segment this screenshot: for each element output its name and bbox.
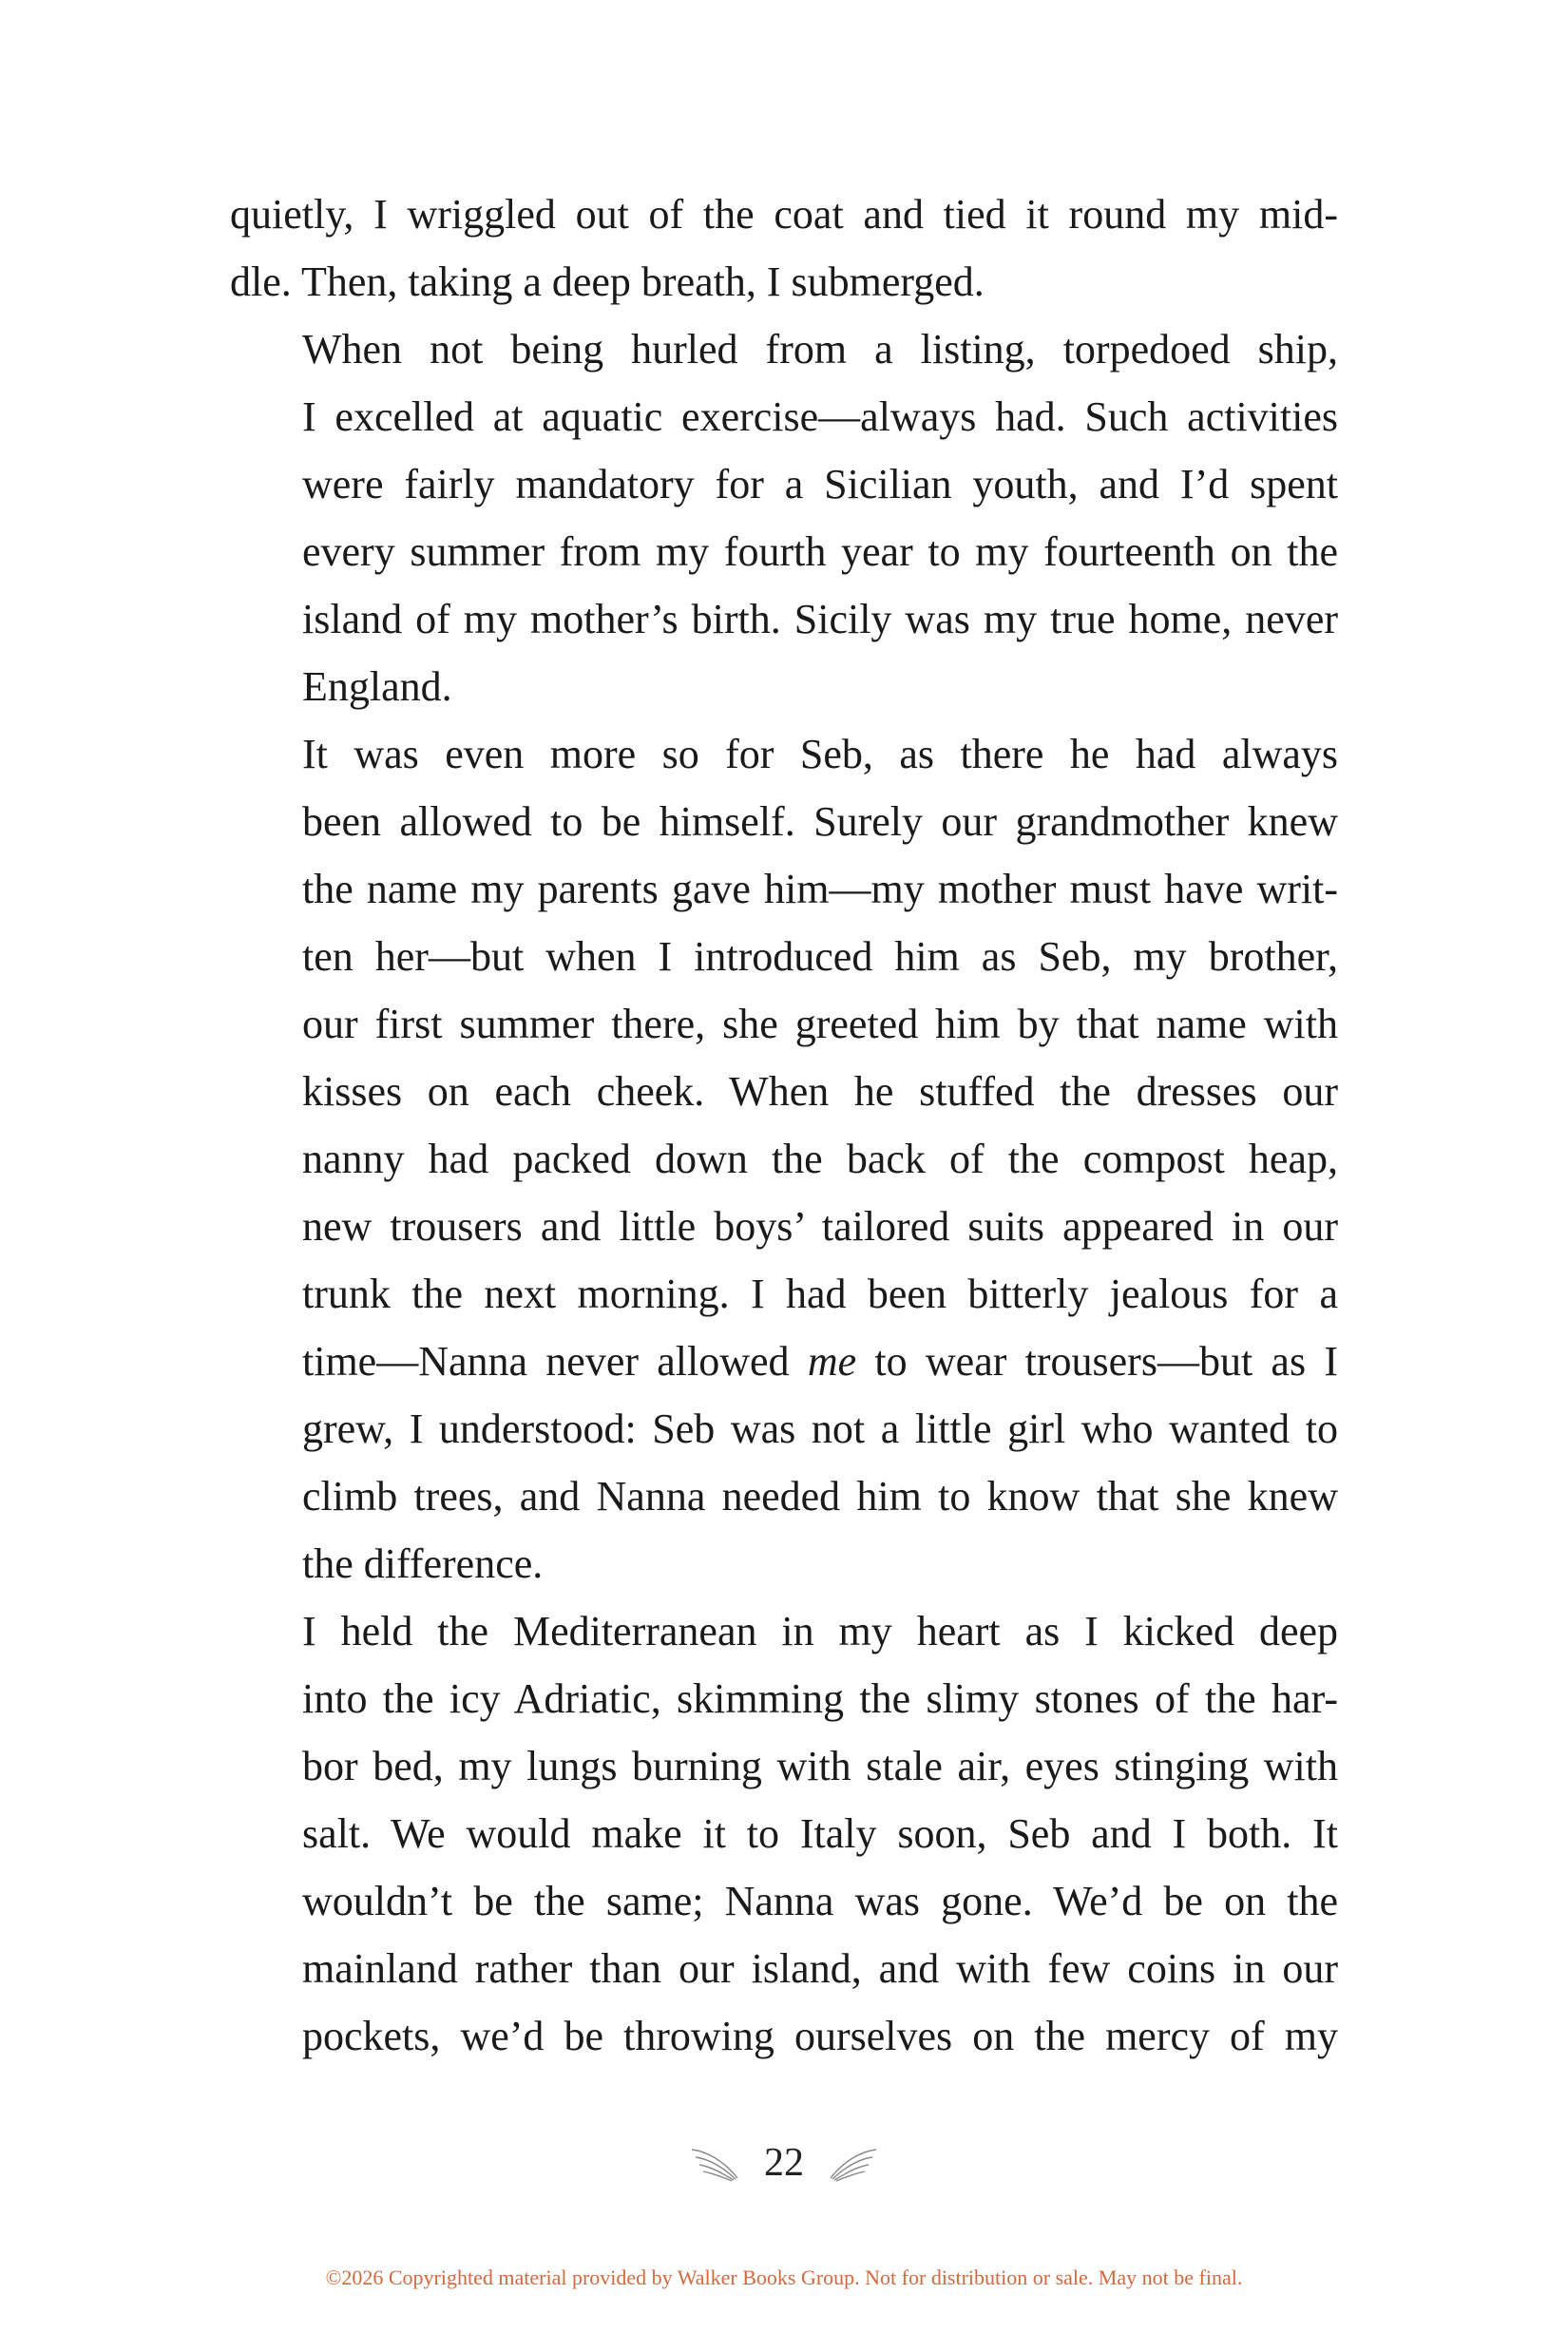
page-footer	[0, 2134, 1568, 2191]
text-line: were fairly mandatory for a Sicilian youth, and I’d spent	[302, 461, 1338, 507]
paragraph	[230, 316, 1338, 720]
paragraph	[230, 1597, 1338, 2070]
paragraph	[230, 181, 1338, 316]
left-leaf-ornament-icon	[690, 2144, 741, 2182]
text-line: I excelled at aquatic exercise—always had. Such activities	[302, 393, 1338, 440]
text-line: It was even more so for Seb, as there he had always	[302, 731, 1338, 777]
right-leaf-ornament-icon	[827, 2144, 878, 2182]
text-line: climb trees, and Nanna needed him to know that she knew	[302, 1473, 1338, 1520]
text-line: pockets, we’d be throwing ourselves on the mercy of my	[302, 2013, 1338, 2059]
page-number: 22	[764, 2141, 804, 2185]
text-line: ten her—but when I introduced him as Seb, my brother,	[302, 933, 1338, 980]
text-line: island of my mother’s birth. Sicily was my true home, never	[302, 596, 1338, 642]
text-line: quietly, I wriggled out of the coat and tied it round my mid-	[230, 191, 1338, 238]
text-line: into the icy Adriatic, skimming the slimy stones of the har-	[302, 1675, 1338, 1722]
text-line: England.	[302, 663, 452, 710]
paragraph	[230, 720, 1338, 1597]
text-line: every summer from my fourth year to my fourteenth on the	[302, 528, 1338, 575]
text-line: been allowed to be himself. Surely our grandmother knew	[302, 798, 1338, 845]
text-line: salt. We would make it to Italy soon, Seb and I both. It	[302, 1810, 1338, 1857]
text-line: the name my parents gave him—my mother must have writ-	[302, 866, 1338, 912]
text-line: our first summer there, she greeted him by that name with	[302, 1001, 1338, 1047]
text-line: the difference.	[302, 1540, 544, 1587]
text-line: When not being hurled from a listing, torpedoed ship,	[302, 326, 1338, 373]
text-line: new trousers and little boys’ tailored suits appeared in our	[302, 1203, 1338, 1250]
body-text	[230, 181, 1338, 2070]
text-line: wouldn’t be the same; Nanna was gone. We’d be on the	[302, 1878, 1338, 1924]
text-line: trunk the next morning. I had been bitterly jealous for a	[302, 1271, 1338, 1317]
text-line: bor bed, my lungs burning with stale air, eyes stinging with	[302, 1743, 1338, 1789]
text-line: kisses on each cheek. When he stuffed the dresses our	[302, 1068, 1338, 1115]
text-line: nanny had packed down the back of the compost heap,	[302, 1136, 1338, 1182]
text-line: time—Nanna never allowed me to wear trousers—but as I	[302, 1338, 1339, 1385]
text-line: grew, I understood: Seb was not a little girl who wanted to	[302, 1405, 1338, 1452]
text-line: mainland rather than our island, and with few coins in our	[302, 1945, 1338, 1992]
copyright-notice: ©2026 Copyrighted material provided by Walker Books Group. Not for distribution or sale. May not be final.	[325, 2266, 1243, 2289]
text-line: dle. Then, taking a deep breath, I submerged.	[230, 258, 985, 305]
text-line: I held the Mediterranean in my heart as I kicked deep	[302, 1608, 1338, 1654]
